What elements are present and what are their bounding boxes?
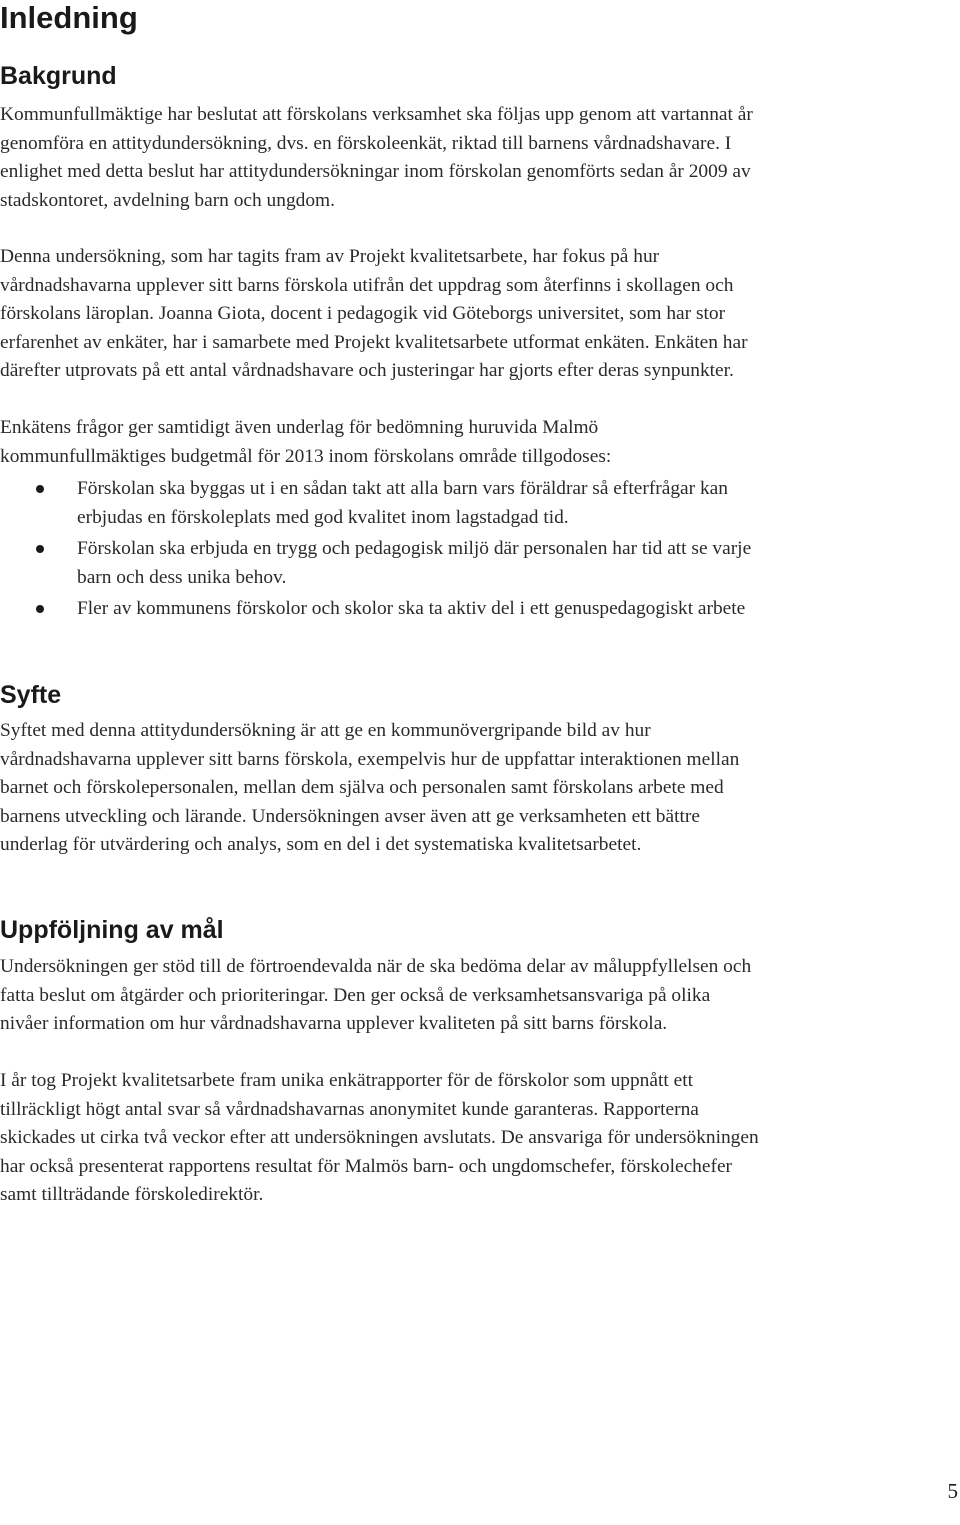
list-item: [0, 535, 960, 592]
text-line: Förskolan ska erbjuda en trygg och pedagogisk miljö där personalen har tid att se varje: [77, 538, 752, 559]
text-line: erfarenhet av enkäter, har i samarbete med Projekt kvalitetsarbete utformat enkäten. Enkäten har: [0, 331, 748, 353]
text-line: samt tillträdande förskoledirektör.: [0, 1184, 264, 1205]
text-line: barn och dess unika behov.: [77, 566, 287, 588]
text-line: Syftet med denna attitydundersökning är att ge en kommunövergripande bild av hur: [0, 720, 651, 741]
text-line: erbjudas en förskoleplats med god kvalitet inom lagstadgad tid.: [77, 506, 569, 528]
text-line: barnens utveckling och lärande. Undersökningen avser även att ge verksamheten ett bättre: [0, 805, 700, 827]
text-line: vårdnadshavarna upplever sitt barns förskola, exempelvis hur de uppfattar interaktionen mellan: [0, 748, 740, 770]
text-line: tillräckligt högt antal svar så vårdnadshavarnas anonymitet kunde garanteras. Rapporterna: [0, 1098, 699, 1120]
paragraph-syfte: [0, 717, 960, 860]
paragraph-bakgrund-2: [0, 243, 960, 386]
text-line: Enkätens frågor ger samtidigt även underlag för bedömning huruvida Malmö: [0, 417, 599, 438]
text-line: genomföra en attitydundersökning, dvs. en förskoleenkät, riktad till barnens vårdnadshavare. I: [0, 132, 732, 154]
text-line: Fler av kommunens förskolor och skolor ska ta aktiv del i ett genuspedagogiskt arbete: [77, 598, 746, 619]
text-line: har också presenterat rapportens resultat för Malmös barn- och ungdomschefer, förskolechefer: [0, 1155, 733, 1177]
text-line: skickades ut cirka två veckor efter att undersökningen avslutats. De ansvariga för undersökningen: [0, 1127, 759, 1148]
paragraph-uppfoljning-2: [0, 1067, 960, 1210]
heading-bakgrund: Bakgrund: [0, 62, 117, 90]
text-line: enlighet med detta beslut har attitydundersökningar inom förskolan genomförts sedan år 2009 av: [0, 161, 751, 182]
paragraph-bakgrund-3: [0, 414, 960, 471]
text-line: fatta beslut om åtgärder och prioriteringar. Den ger också de verksamhetsansvariga på olika: [0, 984, 711, 1006]
text-line: därefter utprovats på ett antal vårdnadshavare och justeringar har gjorts efter deras synpunkter.: [0, 360, 734, 381]
paragraph-bakgrund-1: [0, 101, 960, 215]
text-line: nivåer information om hur vårdnadshavarna upplever kvaliteten på sitt barns förskola.: [0, 1013, 668, 1034]
heading-uppfoljning: Uppföljning av mål: [0, 916, 224, 944]
text-line: underlag för utvärdering och analys, som en del i det systematiska kvalitetsarbetet.: [0, 834, 642, 855]
page-number: 5: [947, 1479, 958, 1503]
text-line: Undersökningen ger stöd till de förtroendevalda när de ska bedöma delar av måluppfyllelsen och: [0, 956, 752, 977]
bullet-list: [0, 475, 960, 624]
heading-syfte: Syfte: [0, 681, 62, 709]
list-item: [0, 475, 960, 532]
text-line: Kommunfullmäktige har beslutat att förskolans verksamhet ska följas upp genom att vartannat år: [0, 104, 753, 125]
bullet-icon: [36, 485, 44, 493]
text-line: förskolans läroplan. Joanna Giota, docent i pedagogik vid Göteborgs universitet, som har stor: [0, 303, 726, 324]
text-line: I år tog Projekt kvalitetsarbete fram unika enkätrapporter för de förskolor som uppnått ett: [0, 1070, 693, 1091]
page-title: Inledning: [0, 0, 138, 35]
text-line: kommunfullmäktiges budgetmål för 2013 inom förskolans område tillgodoses:: [0, 445, 612, 467]
bullet-icon: [36, 545, 44, 553]
text-line: stadskontoret, avdelning barn och ungdom.: [0, 189, 335, 211]
list-item: [0, 595, 960, 624]
text-line: Förskolan ska byggas ut i en sådan takt att alla barn vars föräldrar så efterfrågar kan: [77, 478, 728, 499]
bullet-icon: [36, 605, 44, 613]
paragraph-uppfoljning-1: [0, 953, 960, 1039]
text-line: barnet och förskolepersonalen, mellan dem själva och personalen samt förskolans arbete med: [0, 777, 724, 798]
text-line: vårdnadshavarna upplever sitt barns förskola utifrån det uppdrag som återfinns i skollagen och: [0, 274, 734, 296]
text-line: Denna undersökning, som har tagits fram av Projekt kvalitetsarbete, har fokus på hur: [0, 246, 660, 267]
